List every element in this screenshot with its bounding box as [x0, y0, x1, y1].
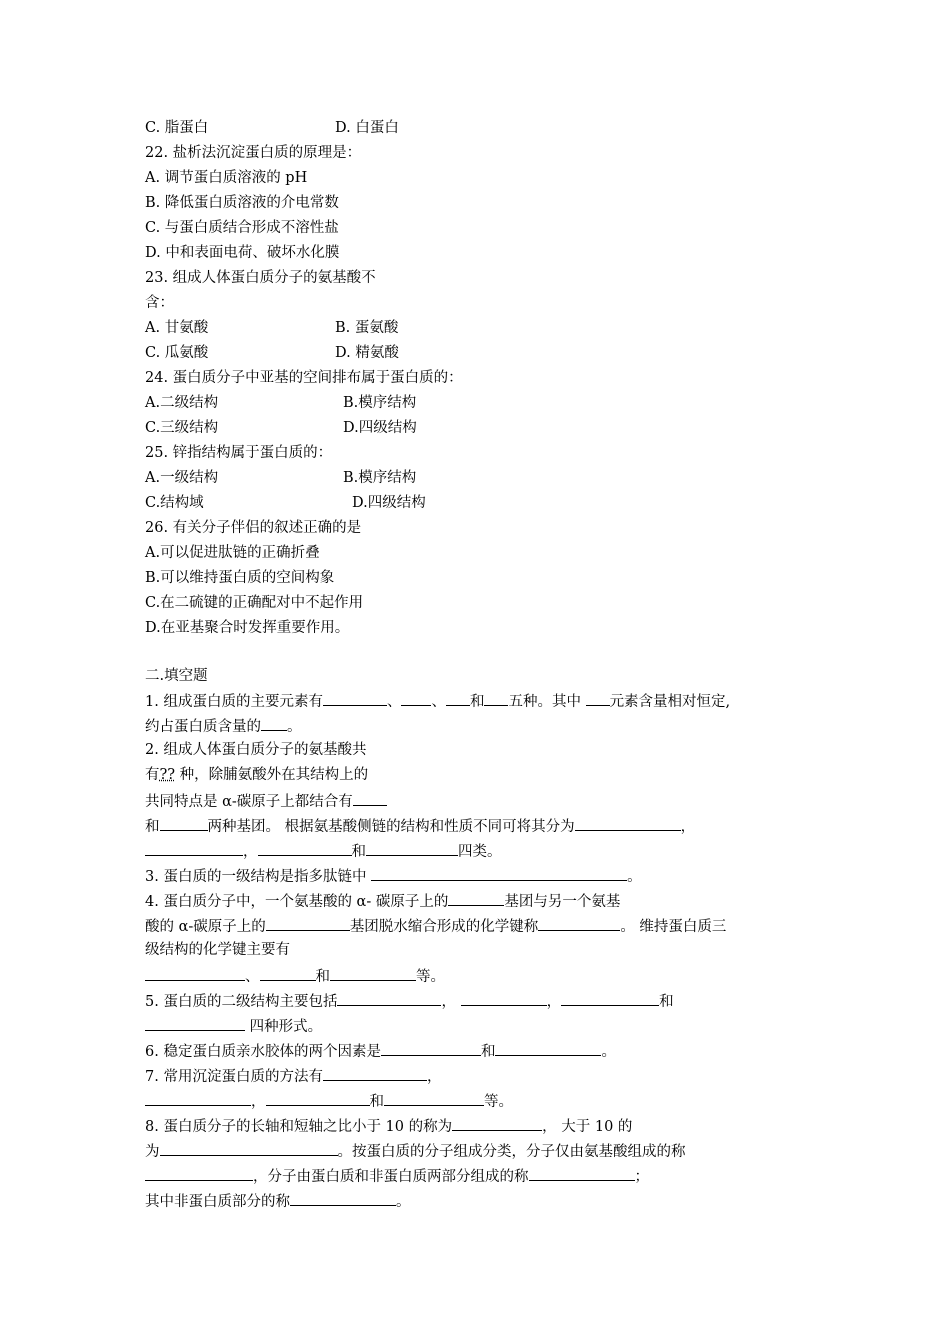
q25-option-c: C.结构域	[145, 495, 204, 511]
q24-option-b: B.模序结构	[343, 395, 417, 411]
answer-blank[interactable]	[258, 840, 352, 856]
q24-options-cd	[145, 418, 417, 438]
q22-option-b: B. 降低蛋白质溶液的介电常数	[145, 195, 339, 211]
answer-blank[interactable]	[145, 1090, 251, 1106]
answer-blank[interactable]	[160, 1140, 338, 1156]
answer-blank[interactable]	[529, 1165, 635, 1181]
q24-stem: 24. 蛋白质分子中亚基的空间排布属于蛋白质的：	[145, 370, 463, 386]
q22-option-d: D. 中和表面电荷、破坏水化膜	[145, 245, 340, 261]
section-title: 二.填空题	[145, 668, 208, 684]
q26-option-c: C.在二硫键的正确配对中不起作用	[145, 595, 364, 611]
q24-option-d: D.四级结构	[343, 420, 417, 436]
q26-option-d: D.在亚基聚合时发挥重要作用。	[145, 620, 350, 636]
fill-q1-line2: 约占蛋白质含量的 。	[145, 715, 302, 737]
q23-option-b: B. 蛋氨酸	[335, 320, 399, 336]
answer-blank[interactable]	[145, 1015, 245, 1031]
answer-blank[interactable]	[495, 1040, 601, 1056]
q25-option-a: A.一级结构	[145, 470, 219, 486]
fill-q4-line3: 级结构的化学键主要有	[145, 942, 290, 958]
answer-blank[interactable]	[538, 915, 620, 931]
fill-q4-line4: 、 和 等。	[145, 965, 445, 987]
q25-option-d: D.四级结构	[352, 495, 426, 511]
fill-q2-line1: 2. 组成人体蛋白质分子的氨基酸共	[145, 742, 367, 758]
q23-stem: 23. 组成人体蛋白质分子的氨基酸不	[145, 270, 376, 286]
answer-blank[interactable]	[290, 1190, 396, 1206]
q21-options	[145, 118, 399, 138]
fill-q4-line1: 4. 蛋白质分子中，一个氨基酸的 α- 碳原子上的 基团与另一个氨基	[145, 890, 620, 912]
answer-blank[interactable]	[145, 965, 245, 981]
answer-blank[interactable]	[381, 1040, 481, 1056]
fill-q8-line1: 8. 蛋白质分子的长轴和短轴之比小于 10 的称为 ， 大于 10 的	[145, 1115, 632, 1137]
answer-blank[interactable]	[323, 1065, 427, 1081]
answer-blank[interactable]	[353, 790, 387, 806]
q23-options-ab	[145, 318, 399, 338]
answer-blank[interactable]	[145, 840, 243, 856]
answer-blank[interactable]	[261, 715, 287, 731]
q21-option-c: C. 脂蛋白	[145, 120, 209, 136]
q26-option-a: A.可以促进肽链的正确折叠	[145, 545, 320, 561]
fill-q1-line1: 1. 组成蛋白质的主要元素有 、 、 和 五种。其中 元素含量相对恒定,	[145, 690, 730, 712]
fill-q2-line3: 共同特点是 α-碳原子上都结合有	[145, 790, 387, 812]
answer-blank[interactable]	[586, 690, 610, 706]
fill-q8-line4: 其中非蛋白质部分的称 。	[145, 1190, 411, 1212]
q21-option-d: D. 白蛋白	[335, 120, 399, 136]
answer-blank[interactable]	[260, 965, 316, 981]
q24-option-c: C.三级结构	[145, 420, 219, 436]
fill-q5-line2: 四种形式。	[145, 1015, 322, 1037]
q22-option-c: C. 与蛋白质结合形成不溶性盐	[145, 220, 339, 236]
fill-q2-line5: ， 和 四类。	[145, 840, 502, 862]
q25-stem: 25. 锌指结构属于蛋白质的：	[145, 445, 333, 461]
fill-q3: 3. 蛋白质的一级结构是指多肽链中 。	[145, 865, 642, 887]
q25-options-ab	[145, 468, 417, 488]
fill-q2-line4: 和 两种基团。 根据氨基酸侧链的结构和性质不同可将其分为 ，	[145, 815, 695, 837]
q23-option-c: C. 瓜氨酸	[145, 345, 209, 361]
answer-blank[interactable]	[561, 990, 659, 1006]
answer-blank[interactable]	[448, 890, 504, 906]
answer-blank[interactable]	[575, 815, 681, 831]
q25-options-cd	[145, 493, 426, 513]
q22-stem: 22. 盐析法沉淀蛋白质的原理是：	[145, 145, 362, 161]
answer-blank[interactable]	[384, 1090, 484, 1106]
answer-blank[interactable]	[366, 840, 458, 856]
answer-blank[interactable]	[484, 690, 508, 706]
answer-blank[interactable]	[452, 1115, 542, 1131]
q26-stem: 26. 有关分子伴侣的叙述正确的是	[145, 520, 362, 536]
answer-blank[interactable]	[266, 915, 350, 931]
q25-option-b: B.模序结构	[343, 470, 417, 486]
fill-q7-line1: 7. 常用沉淀蛋白质的方法有 ，	[145, 1065, 441, 1087]
answer-blank[interactable]	[337, 990, 441, 1006]
answer-placeholder: ??	[159, 767, 176, 783]
fill-q8-line3: ，分子由蛋白质和非蛋白质两部分组成的称 ；	[145, 1165, 649, 1187]
answer-blank[interactable]	[371, 865, 627, 881]
q24-options-ab	[145, 393, 417, 413]
answer-blank[interactable]	[446, 690, 470, 706]
q22-option-a: A. 调节蛋白质溶液的 pH	[145, 170, 308, 186]
q24-option-a: A.二级结构	[145, 395, 219, 411]
fill-q5-line1: 5. 蛋白质的二级结构主要包括 ， ， 和	[145, 990, 674, 1012]
q23-option-d: D. 精氨酸	[335, 345, 399, 361]
q23-option-a: A. 甘氨酸	[145, 320, 209, 336]
q23-options-cd	[145, 343, 399, 363]
answer-blank[interactable]	[323, 690, 387, 706]
fill-q8-line2: 为 。按蛋白质的分子组成分类，分子仅由氨基酸组成的称	[145, 1140, 686, 1162]
answer-blank[interactable]	[461, 990, 547, 1006]
fill-q2-line2: 有?? 种，除脯氨酸外在其结构上的	[145, 767, 369, 783]
fill-q4-line2: 酸的 α-碳原子上的 基团脱水缩合形成的化学键称 。 维持蛋白质三	[145, 915, 726, 937]
fill-q6: 6. 稳定蛋白质亲水胶体的两个因素是 和 。	[145, 1040, 616, 1062]
q23-stem-cont: 含：	[145, 295, 174, 311]
answer-blank[interactable]	[330, 965, 416, 981]
q26-option-b: B.可以维持蛋白质的空间构象	[145, 570, 335, 586]
answer-blank[interactable]	[160, 815, 208, 831]
fill-q7-line2: ， 和 等。	[145, 1090, 513, 1112]
answer-blank[interactable]	[266, 1090, 370, 1106]
answer-blank[interactable]	[401, 690, 431, 706]
answer-blank[interactable]	[145, 1165, 253, 1181]
